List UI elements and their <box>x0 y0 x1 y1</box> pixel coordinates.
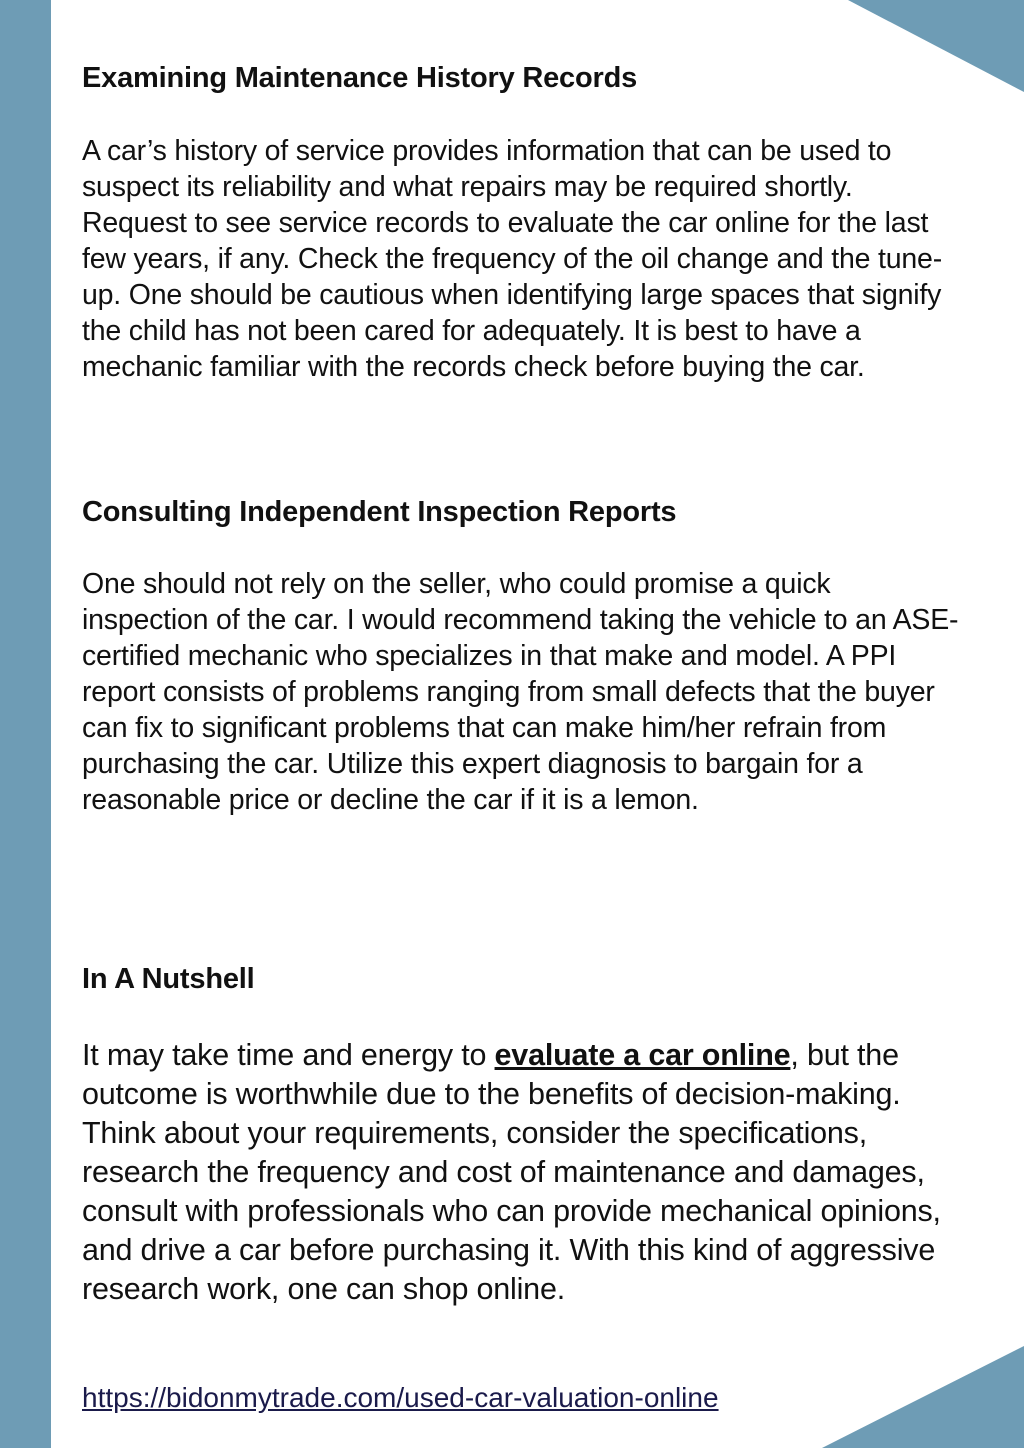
top-right-corner-triangle <box>848 0 1024 92</box>
footer-url-link[interactable]: https://bidonmytrade.com/used-car-valuation-online <box>82 1382 719 1413</box>
left-accent-bar <box>0 0 51 1448</box>
section-heading-nutshell: In A Nutshell <box>82 963 255 995</box>
bottom-right-corner-triangle <box>822 1346 1024 1448</box>
nutshell-text-after-link: , but the outcome is worthwhile due to the benefits of decision-making. Think about your requirements, consider the specifications, research the frequency and cost of maintenance and damages, consult with professionals who can provide mechanical opinions, and drive a car before purchasing it. With this kind of aggressive research work, one can shop online. <box>82 1038 941 1306</box>
section-body-nutshell <box>82 1036 972 1309</box>
section-body-inspection-reports: One should not rely on the seller, who could promise a quick inspection of the car. I would recommend taking the vehicle to an ASE-certified mechanic who specializes in that make and model. A PPI report consists of problems ranging from small defects that the buyer can fix to significant problems that can make him/her refrain from purchasing the car. Utilize this expert diagnosis to bargain for a reasonable price or decline the car if it is a lemon. <box>82 568 959 816</box>
nutshell-text-before-link: It may take time and energy to <box>82 1038 495 1072</box>
section-body-maintenance-history: A car’s history of service provides information that can be used to suspect its reliability and what repairs may be required shortly. Request to see service records to evaluate the car online for the last few years, if any. Check the frequency of the oil change and the tune-up. One should be cautious when identifying large spaces that signify the child has not been cared for adequately. It is best to have a mechanic familiar with the records check before buying the car. <box>82 135 942 383</box>
evaluate-car-online-link[interactable]: evaluate a car online <box>494 1038 791 1072</box>
section-heading-inspection-reports: Consulting Independent Inspection Reports <box>82 496 677 528</box>
section-heading-maintenance-history: Examining Maintenance History Records <box>82 62 638 94</box>
